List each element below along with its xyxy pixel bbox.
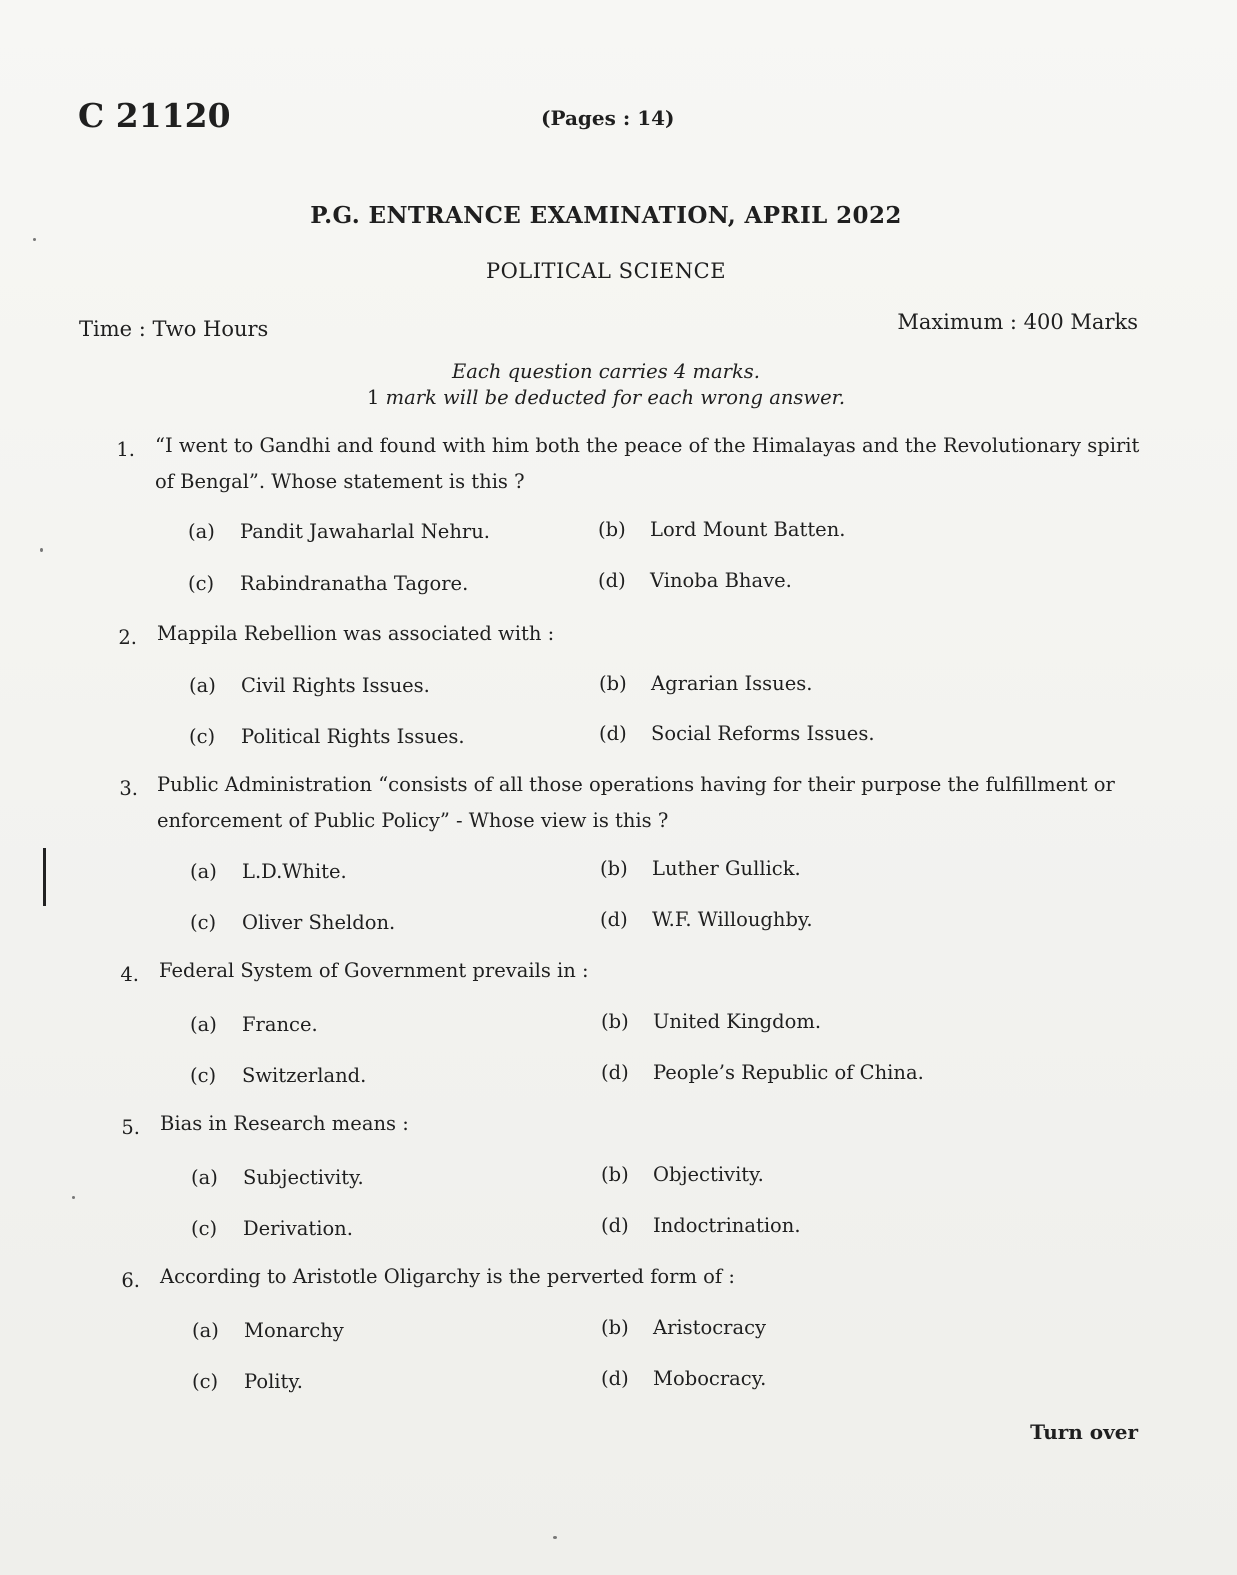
option-text: Vinoba Bhave. — [650, 569, 792, 592]
option-text: L.D.White. — [242, 860, 347, 883]
option-text: Agrarian Issues. — [651, 672, 813, 695]
option-label: (d) — [599, 722, 627, 745]
option-text: Civil Rights Issues. — [241, 674, 430, 697]
negative-mark-number: 1 — [366, 386, 380, 409]
question-text: According to Aristotle Oligarchy is the perverted form of : — [160, 1265, 735, 1288]
scan-speck — [553, 1536, 557, 1539]
time-allowed: Time : Two Hours — [79, 317, 269, 341]
option-label: (d) — [601, 1214, 629, 1237]
turn-over-note: Turn over — [1030, 1420, 1138, 1444]
question-number: 5. — [121, 1116, 140, 1139]
option-a — [190, 1013, 318, 1036]
option-text: Monarchy — [244, 1319, 344, 1342]
paper-code: C 21120 — [78, 96, 231, 135]
option-text: Polity. — [244, 1370, 304, 1393]
option-text: United Kingdom. — [653, 1010, 822, 1033]
option-b — [598, 518, 845, 541]
option-text: Social Reforms Issues. — [651, 722, 875, 745]
option-d — [600, 908, 813, 931]
option-label: (c) — [189, 725, 216, 748]
option-d — [599, 722, 875, 745]
instruction-marks: Each question carries 4 marks. — [452, 360, 760, 383]
option-text: Subjectivity. — [243, 1166, 364, 1189]
question-number: 2. — [118, 626, 137, 649]
option-label: (a) — [190, 860, 217, 883]
option-b — [600, 857, 801, 880]
subject-title: POLITICAL SCIENCE — [485, 259, 727, 283]
option-b — [599, 672, 812, 695]
option-label: (d) — [600, 908, 628, 931]
margin-mark — [43, 848, 46, 906]
option-d — [598, 569, 792, 592]
option-a — [191, 1166, 364, 1189]
option-a — [190, 860, 347, 883]
option-label: (b) — [601, 1010, 629, 1033]
option-text: W.F. Willoughby. — [652, 908, 813, 931]
question-number: 6. — [121, 1269, 140, 1292]
option-label: (b) — [598, 518, 626, 541]
exam-title: P.G. ENTRANCE EXAMINATION, APRIL 2022 — [310, 202, 902, 229]
option-label: (c) — [190, 911, 217, 934]
option-text: Objectivity. — [653, 1163, 764, 1186]
option-label: (a) — [188, 520, 215, 543]
negative-mark-text: mark will be deducted for each wrong answer. — [379, 386, 846, 409]
scan-speck — [40, 548, 43, 552]
option-label: (c) — [188, 572, 215, 595]
option-text: Indoctrination. — [653, 1214, 801, 1237]
option-d — [601, 1214, 801, 1237]
option-a — [188, 520, 490, 543]
option-text: Lord Mount Batten. — [650, 518, 846, 541]
maximum-marks: Maximum : 400 Marks — [897, 310, 1138, 334]
option-text: Mobocracy. — [653, 1367, 767, 1390]
option-c — [190, 911, 395, 934]
option-c — [189, 725, 465, 748]
option-d — [601, 1367, 766, 1390]
question-text: Mappila Rebellion was associated with : — [157, 622, 555, 645]
instruction-negative — [0, 386, 1212, 409]
scan-speck — [33, 238, 36, 241]
option-a — [192, 1319, 344, 1342]
option-label: (d) — [601, 1061, 629, 1084]
option-d — [601, 1061, 924, 1084]
option-c — [188, 572, 468, 595]
question-text: Federal System of Government prevails in : — [159, 959, 589, 982]
question-number: 3. — [119, 777, 138, 800]
option-label: (d) — [598, 569, 626, 592]
option-text: Switzerland. — [242, 1064, 367, 1087]
question-text: Bias in Research means : — [160, 1112, 409, 1135]
option-label: (b) — [599, 672, 627, 695]
option-label: (d) — [601, 1367, 629, 1390]
option-text: Derivation. — [243, 1217, 353, 1240]
option-text: Rabindranatha Tagore. — [240, 572, 469, 595]
option-text: Pandit Jawaharlal Nehru. — [240, 520, 490, 543]
option-label: (b) — [601, 1316, 629, 1339]
option-b — [601, 1316, 766, 1339]
option-b — [601, 1010, 821, 1033]
option-label: (b) — [600, 857, 628, 880]
question-text: Public Administration “consists of all those operations having for their purpose the fulfillment or enforcement of Public Policy” - Whose view is this ? — [157, 773, 1115, 832]
option-label: (a) — [192, 1319, 219, 1342]
option-text: People’s Republic of China. — [653, 1061, 924, 1084]
option-label: (a) — [190, 1013, 217, 1036]
option-label: (b) — [601, 1163, 629, 1186]
question-text: “I went to Gandhi and found with him both the peace of the Himalayas and the Revolutionary spirit of Bengal”. Whose statement is this ? — [155, 434, 1140, 493]
option-a — [189, 674, 430, 697]
question-number: 4. — [120, 963, 139, 986]
option-label: (a) — [191, 1166, 218, 1189]
option-label: (c) — [190, 1064, 217, 1087]
option-b — [601, 1163, 764, 1186]
option-c — [191, 1217, 353, 1240]
option-c — [190, 1064, 366, 1087]
option-text: Oliver Sheldon. — [242, 911, 396, 934]
option-text: Aristocracy — [653, 1316, 767, 1339]
option-text: Luther Gullick. — [652, 857, 801, 880]
option-label: (a) — [189, 674, 216, 697]
page-count: (Pages : 14) — [541, 106, 675, 130]
option-label: (c) — [191, 1217, 218, 1240]
option-text: France. — [242, 1013, 318, 1036]
question-number: 1. — [116, 438, 135, 461]
option-c — [192, 1370, 303, 1393]
scan-speck — [72, 1196, 75, 1199]
option-text: Political Rights Issues. — [241, 725, 465, 748]
option-label: (c) — [192, 1370, 219, 1393]
